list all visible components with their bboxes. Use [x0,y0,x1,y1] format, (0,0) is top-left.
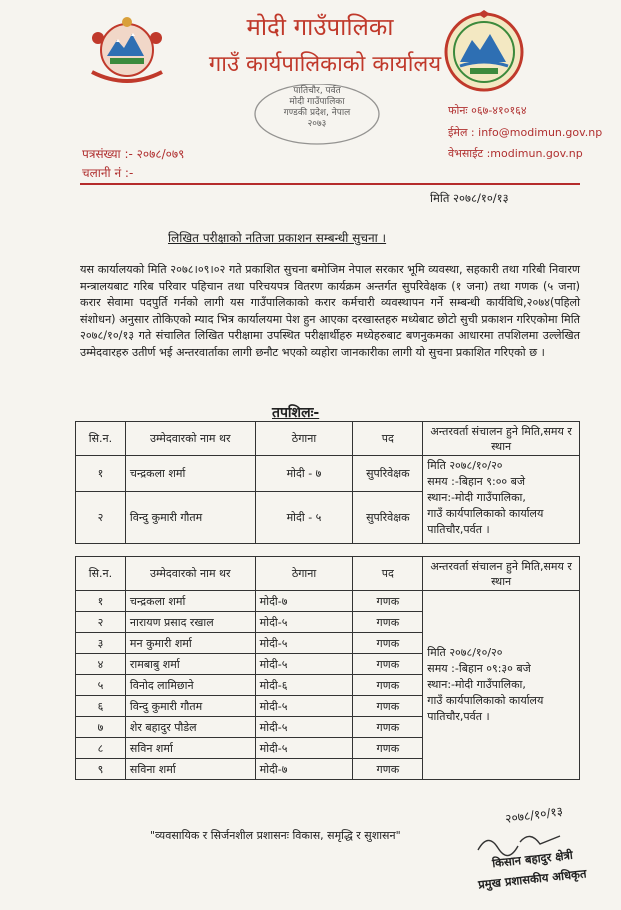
notice-subject: लिखित परीक्षाको नतिजा प्रकाशन सम्बन्धी सुचना । [168,231,387,245]
interview-line: गाउँ कार्यपालिकाको कार्यालय [427,507,544,520]
cell-name: चन्द्रकला शर्मा [125,456,255,492]
cell-interview [423,591,580,780]
header-sn: सि.न. [76,422,126,456]
municipality-title: मोदी गाउँपालिका [246,13,394,41]
cell-sn: ८ [76,738,126,759]
cell-post: गणक [353,759,423,780]
cell-address: मोदी-५ [255,717,353,738]
supervisor-table [75,421,580,544]
seal-line: २०७३ [307,119,327,129]
cell-address: मोदी-६ [255,675,353,696]
cell-sn: ९ [76,759,126,780]
office-seal [232,84,402,154]
email-link[interactable]: ईमेल : info@modimun.gov.np [448,126,603,139]
cell-interview [423,456,580,544]
cell-sn: २ [76,612,126,633]
cell-sn: १ [76,591,126,612]
cell-post: गणक [353,612,423,633]
interview-line: मिति २०७८/१०/२० [427,646,503,659]
table-row [76,591,580,612]
cell-name: विन्दु कुमारी गौतम [125,492,255,544]
cell-post: गणक [353,738,423,759]
signature-date: २०७८/१०/१३ [504,804,564,826]
seal-line: गण्डकी प्रदेश, नेपाल [283,108,351,118]
cell-address: मोदी-५ [255,738,353,759]
cell-address: मोदी-५ [255,654,353,675]
table-header-row [76,422,580,456]
cell-address: मोदी-५ [255,633,353,654]
dispatch-number: चलानी नं :- [82,166,134,180]
footer-slogan: "व्यवसायिक र सिर्जनशील प्रशासनः विकास, समृद्धि र सुशासन" [150,829,401,842]
cell-sn: ४ [76,654,126,675]
header-interview: अन्तरवर्ता संचालन हुने मिति,समय र स्थान [423,422,580,456]
table-row [76,456,580,492]
cell-name: नारायण प्रसाद रखाल [125,612,255,633]
cell-sn: ५ [76,675,126,696]
header-address: ठेगाना [255,557,353,591]
cell-address: मोदी-५ [255,696,353,717]
interview-line: समय :-बिहान ०९:३० बजे [427,662,531,675]
cell-sn: ७ [76,717,126,738]
cell-sn: ६ [76,696,126,717]
interview-line: स्थान:-मोदी गाउँपालिका, [427,678,526,691]
interview-line: पातिचौर,पर्वत । [427,523,490,536]
cell-post: गणक [353,591,423,612]
cell-post: सुपरिवेक्षक [353,492,423,544]
cell-post: गणक [353,633,423,654]
cell-name: विन्दु कुमारी गौतम [125,696,255,717]
cell-address: मोदी-७ [255,759,353,780]
cell-address: मोदी-५ [255,612,353,633]
notice-body: यस कार्यालयको मिति २०७८।०९।०२ गते प्रकाशित सुचना बमोजिम नेपाल सरकार भूमि व्यवस्था, सहकारी तथा गरिबी निवारण मन्त्रालयबाट गरिब परिवार पहिचान तथा परिचयपत्र वितरण कार्यक्रम अन्तर्गत सुपरिवेक्षक (१ जना) तथा गणक (५ जना) करार सेवामा पदपुर्ति गर्नको लागी यस गाउँपालिकाको करार कर्मचारी व्यवस्थापन गर्ने सम्बन्धी कार्यविधि,२०७४(पहिलो संशोधन) अनुसार तोकिएको म्याद भित्र कार्यालयमा पेश हुन आएका दरखास्तहरु मध्येबाट छोटो सुची प्रकाशन गरिएकोमा मिति २०७८/१०/१३ गते संचालित लिखित परीक्षामा उपस्थित परीक्षार्थीहरु मध्येहरुबाट बणनुकमका आधारमा तपशिलमा उल्लेखित उम्मेदवारहरु उतीर्ण भई अन्तरवार्ताका लागी छनौट भएको व्यहोरा जानकारीका लागी यो सुचना प्रकाशित गरिएको छ । [80,263,580,359]
seal-line: मोदी गाउँपालिका [289,97,345,107]
signatory-role: प्रमुख प्रशासकीय अधिकृत [477,866,588,892]
cell-name: मन कुमारी शर्मा [125,633,255,654]
cell-post: गणक [353,696,423,717]
header-name: उम्मेदवारको नाम थर [125,422,255,456]
cell-sn: २ [76,492,126,544]
interview-line: गाउँ कार्यपालिकाको कार्यालय [427,694,544,707]
interview-line: स्थान:-मोदी गाउँपालिका, [427,491,526,504]
header-post: पद [353,557,423,591]
cell-post: गणक [353,717,423,738]
cell-address: मोदी - ७ [255,456,353,492]
nepal-emblem-icon [82,12,172,92]
cell-name: शेर बहादुर पौडेल [125,717,255,738]
header-address: ठेगाना [255,422,353,456]
header-name: उम्मेदवारको नाम थर [125,557,255,591]
cell-post: गणक [353,675,423,696]
reference-number: पत्रसंख्या :- २०७८/०७९ [82,147,185,161]
interview-line: मिति २०७८/१०/२० [427,459,503,472]
cell-sn: १ [76,456,126,492]
cell-post: सुपरिवेक्षक [353,456,423,492]
header-divider [80,183,580,185]
phone-number: फोनः ०६७-४१०१६४ [448,104,527,117]
signatory-name: किसान बहादुर क्षेत्री [491,847,574,871]
cell-address: मोदी-७ [255,591,353,612]
website-link[interactable]: वेभसाईट :modimun.gov.np [448,147,583,160]
cell-sn: ३ [76,633,126,654]
cell-name: चन्द्रकला शर्मा [125,591,255,612]
header-post: पद [353,422,423,456]
municipality-logo-icon [440,10,528,94]
details-heading: तपशिलः- [272,405,320,421]
cell-name: विनोद लामिछाने [125,675,255,696]
letter-date: मिति २०७८/१०/१३ [430,191,509,205]
cell-name: रामबाबु शर्मा [125,654,255,675]
cell-post: गणक [353,654,423,675]
header-sn: सि.न. [76,557,126,591]
header-interview: अन्तरवर्ता संचालन हुने मिति,समय र स्थान [423,557,580,591]
cell-name: सविन शर्मा [125,738,255,759]
interview-line: समय :-बिहान ९:०० बजे [427,475,526,488]
interview-line: पातिचौर,पर्वत । [427,710,490,723]
seal-line: पातिचौर, पर्वत [293,86,341,96]
table-header-row [76,557,580,591]
cell-name: सविना शर्मा [125,759,255,780]
enumerator-table [75,556,580,780]
office-subtitle: गाउँ कार्यपालिकाको कार्यालय [208,52,442,77]
cell-address: मोदी - ५ [255,492,353,544]
